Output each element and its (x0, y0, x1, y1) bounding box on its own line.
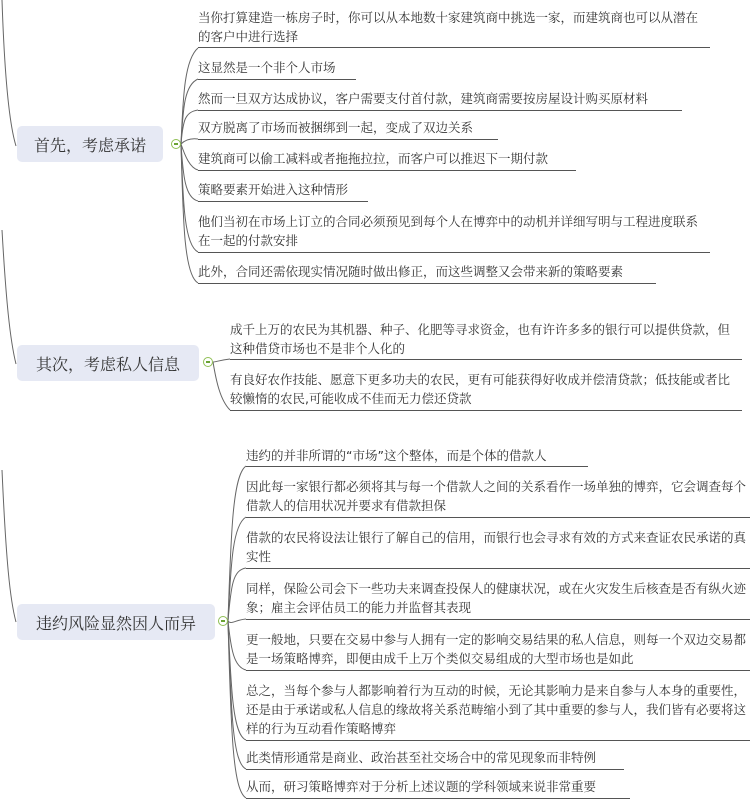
leaf-0-1[interactable]: 这显然是一个非个人市场 (198, 58, 356, 80)
leaf-0-0[interactable]: 当你打算建造一栋房子时，你可以从本地数十家建筑商中挑选一家，而建筑商也可以从潜在的客户中进行选择 (198, 8, 710, 48)
leaf-0-7[interactable]: 此外，合同还需依现实情况随时做出修正，而这些调整又会带来新的策略要素 (198, 262, 656, 284)
topic-default-risk[interactable] (17, 604, 215, 640)
leaf-1-0[interactable]: 成千上万的农民为其机器、种子、化肥等寻求资金，也有许许多多的银行可以提供贷款，但这种借贷市场也不是非个人化的 (230, 320, 742, 360)
leaf-0-6[interactable]: 他们当初在市场上订立的合同必须预见到每个人在博弈中的动机并详细写明与工程进度联系在一起的付款安排 (198, 212, 710, 253)
topic-commitment[interactable] (17, 126, 163, 162)
leaf-2-0[interactable]: 违约的并非所谓的“市场”这个整体，而是个体的借款人 (246, 446, 588, 467)
leaf-0-2[interactable]: 然而一旦双方达成协议，客户需要支付首付款，建筑商需要按房屋设计购买原材料 (198, 89, 682, 111)
leaf-2-2[interactable]: 借款的农民将设法让银行了解自己的信用，而银行也会寻求有效的方式来查证农民承诺的真实性 (246, 528, 750, 569)
leaf-0-4[interactable]: 建筑商可以偷工减料或者拖拖拉拉，而客户可以推迟下一期付款 (198, 149, 576, 171)
leaf-2-4[interactable]: 更一般地，只要在交易中参与人拥有一定的影响交易结果的私人信息，则每一个双边交易都是一场策略博弈，即便由成千上万个类似交易组成的大型市场也是如此 (246, 630, 750, 671)
leaf-2-3[interactable]: 同样，保险公司会下一些功夫来调查投保人的健康状况，或在火灾发生后核查是否有纵火迹象；雇主会评估员工的能力并监督其表现 (246, 579, 750, 620)
leaf-0-3[interactable]: 双方脱离了市场而被捆绑到一起，变成了双边关系 (198, 118, 498, 140)
leaf-1-1[interactable]: 有良好农作技能、愿意下更多功夫的农民，更有可能获得好收成并偿清贷款；低技能或者比较懒惰的农民,可能收成不佳而无力偿还贷款 (230, 370, 742, 411)
topic-label: 首先，考虑承诺 (33, 135, 146, 155)
collapse-icon[interactable] (203, 357, 213, 367)
topic-label: 违约风险显然因人而异 (35, 613, 196, 633)
topic-private-info[interactable] (17, 345, 199, 381)
leaf-2-5[interactable]: 总之，当每个参与人都影响着行为互动的时候，无论其影响力是来自参与人本身的重要性，还是由于承诺或私人信息的缘故将关系范畴缩小到了其中重要的参与人，我们皆有必要将这样的行为互动看作策略博弈 (246, 681, 750, 741)
leaf-2-6[interactable]: 此类情形通常是商业、政治甚至社交场合中的常见现象而非特例 (246, 748, 624, 770)
topic-label: 其次，考虑私人信息 (35, 354, 180, 374)
leaf-0-5[interactable]: 策略要素开始进入这种情形 (198, 180, 368, 202)
collapse-icon[interactable] (171, 139, 181, 149)
leaf-2-1[interactable]: 因此每一家银行都必须将其与每一个借款人之间的关系看作一场单独的博弈，它会调查每个借款人的信用状况并要求有借款担保 (246, 477, 750, 518)
leaf-2-7[interactable]: 从而，研习策略博弈对于分析上述议题的学科领域来说非常重要 (246, 777, 630, 799)
collapse-icon[interactable] (218, 616, 228, 626)
